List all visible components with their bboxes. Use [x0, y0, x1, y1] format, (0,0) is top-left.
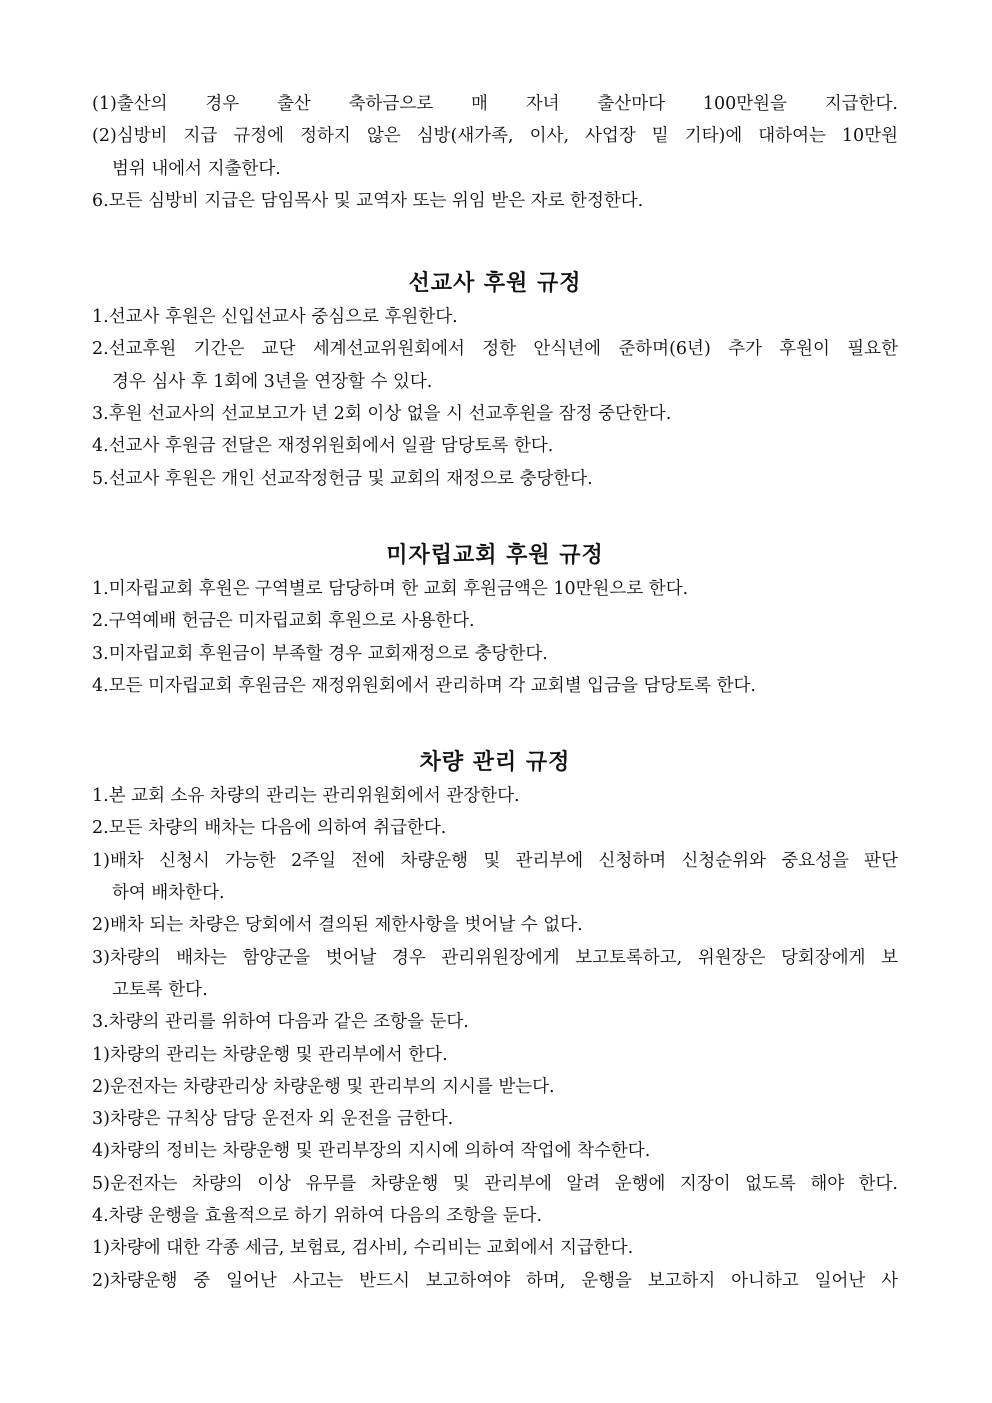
section-title: 미자립교회 후원 규정	[386, 542, 604, 568]
paragraph-line: 1)차량의 관리는 차량운행 및 관리부에서 한다.	[92, 1044, 448, 1065]
paragraph-line: 4.선교사 후원금 전달은 재정위원회에서 일괄 담당토록 한다.	[92, 436, 554, 457]
paragraph-line: 1)차량에 대한 각종 세금, 보험료, 검사비, 수리비는 교회에서 지급한다.	[92, 1238, 634, 1259]
paragraph-line: 5)운전자는 차량의 이상 유무를 차량운행 및 관리부에 알려 운행에 지장이 없도록 해야 한다.	[92, 1173, 898, 1194]
paragraph-line: 2.모든 차량의 배차는 다음에 의하여 취급한다.	[92, 818, 447, 839]
paragraph-line: 2)차량운행 중 일어난 사고는 반드시 보고하여야 하며, 운행을 보고하지 아니하고 일어난 사	[92, 1270, 898, 1291]
paragraph-line: 4)차량의 정비는 차량운행 및 관리부장의 지시에 의하여 작업에 착수한다.	[92, 1141, 651, 1162]
paragraph-line: 1.미자립교회 후원은 구역별로 담당하며 한 교회 후원금액은 10만원으로 한다.	[92, 578, 689, 599]
paragraph-line: 고토록 한다.	[112, 979, 208, 1000]
paragraph-line: 1.선교사 후원은 신입선교사 중심으로 후원한다.	[92, 307, 458, 328]
paragraph-line: 4.모든 미자립교회 후원금은 재정위원회에서 관리하며 각 교회별 입금을 담당토록 한다.	[92, 675, 756, 696]
paragraph-line: 5.선교사 후원은 개인 선교작정헌금 및 교회의 재정으로 충당한다.	[92, 468, 593, 489]
paragraph-line: 4.차량 운행을 효율적으로 하기 위하여 다음의 조항을 둔다.	[92, 1206, 543, 1227]
document-page	[92, 88, 898, 1297]
paragraph-line: 1)배차 신청시 가능한 2주일 전에 차량운행 및 관리부에 신청하며 신청순위와 중요성을 판단	[92, 850, 898, 871]
paragraph-line: 3)차량의 배차는 함양군을 벗어날 경우 관리위원장에게 보고토록하고, 위원장은 당회장에게 보	[92, 947, 898, 968]
paragraph-line: (1)출산의 경우 출산 축하금으로 매 자녀 출산마다 100만원을 지급한다.	[92, 94, 898, 114]
paragraph-line: 1.본 교회 소유 차량의 관리는 관리위원회에서 관장한다.	[92, 786, 520, 807]
paragraph-line: 3.후원 선교사의 선교보고가 년 2회 이상 없을 시 선교후원을 잠정 중단한다.	[92, 404, 672, 425]
paragraph-line: 경우 심사 후 1회에 3년을 연장할 수 있다.	[112, 371, 433, 392]
paragraph-line: 2)배차 되는 차량은 당회에서 결의된 제한사항을 벗어날 수 없다.	[92, 915, 583, 936]
paragraph-line: (2)심방비 지급 규정에 정하지 않은 심방(새가족, 이사, 사업장 밑 기타)에 대하여는 10만원	[92, 126, 898, 147]
paragraph-line: 6.모든 심방비 지급은 담임목사 및 교역자 또는 위임 받은 자로 한정한다.	[92, 190, 644, 211]
paragraph-line: 2)운전자는 차량관리상 차량운행 및 관리부의 지시를 받는다.	[92, 1076, 555, 1097]
paragraph-line: 2.구역예배 헌금은 미자립교회 후원으로 사용한다.	[92, 611, 475, 632]
paragraph-line: 범위 내에서 지출한다.	[112, 158, 281, 179]
paragraph-line: 2.선교후원 기간은 교단 세계선교위원회에서 정한 안식년에 준하며(6년) 추가 후원이 필요한	[92, 339, 898, 360]
section-title: 선교사 후원 규정	[408, 271, 582, 297]
section-title: 차량 관리 규정	[419, 750, 571, 776]
paragraph-line: 3)차량은 규칙상 담당 운전자 외 운전을 금한다.	[92, 1109, 454, 1130]
paragraph-line: 하여 배차한다.	[112, 883, 225, 904]
paragraph-line: 3.미자립교회 후원금이 부족할 경우 교회재정으로 충당한다.	[92, 643, 548, 664]
paragraph-line: 3.차량의 관리를 위하여 다음과 같은 조항을 둔다.	[92, 1012, 469, 1033]
